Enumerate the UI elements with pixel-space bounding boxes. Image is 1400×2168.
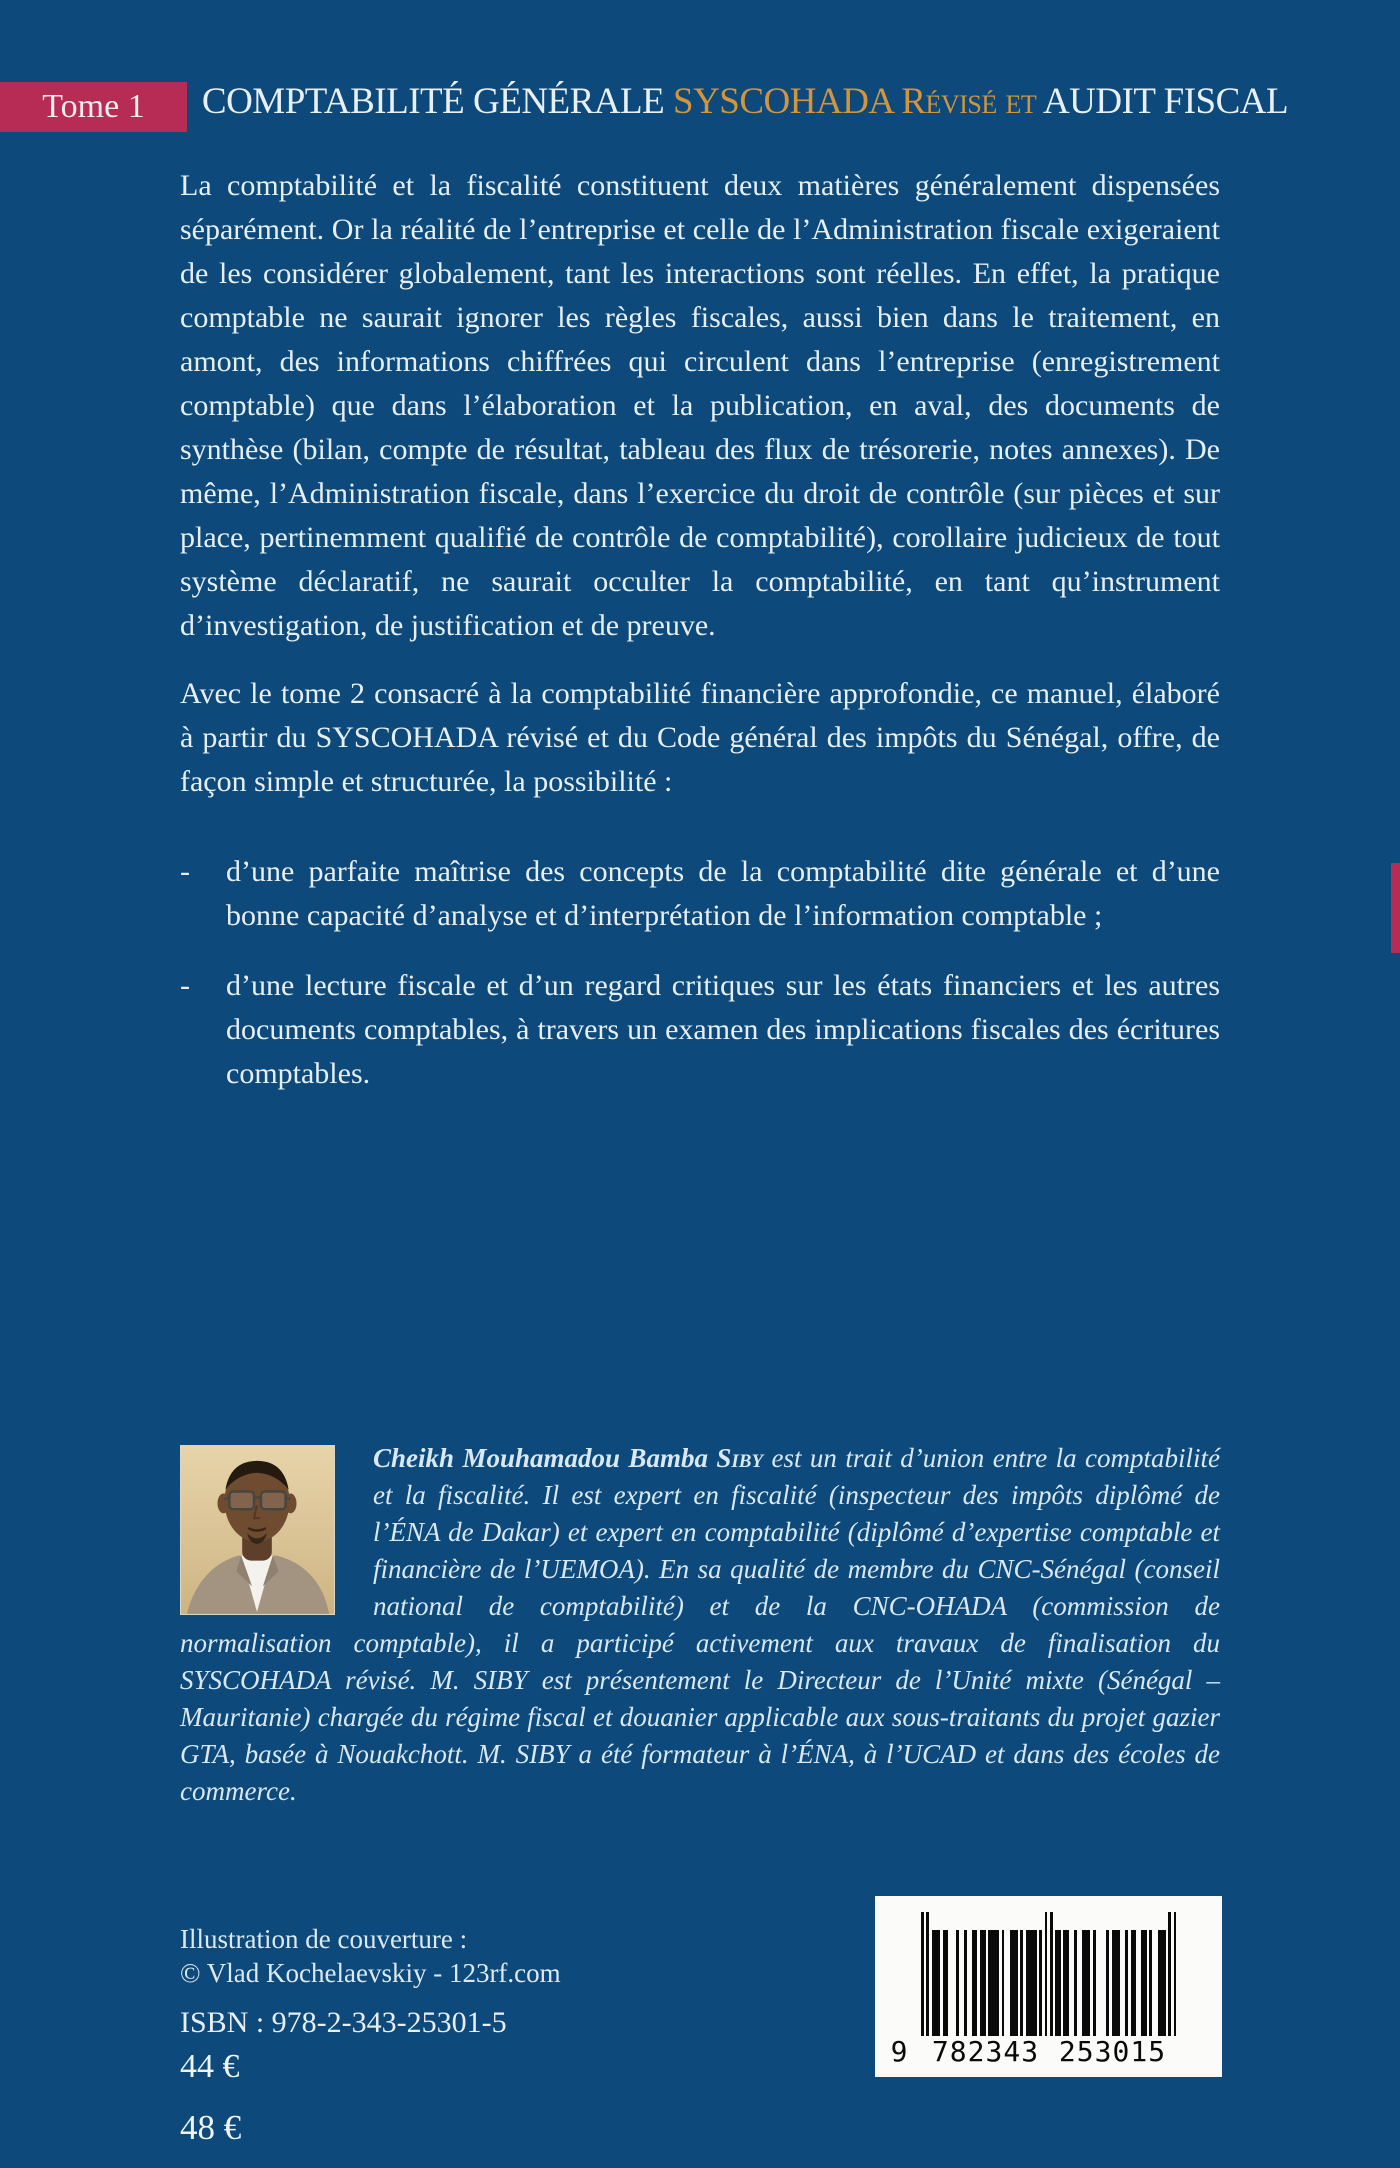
- synopsis-paragraph-1: La comptabilité et la fiscalité constituent deux matières généralement dispensées séparément. Or la réalité de l’entreprise et celle de l’Administration fiscale exigeraient de les considérer globalement, tant les interactions sont réelles. En effet, la pratique comptable ne saurait ignorer les règles fiscales, aussi bien dans le traitement, en amont, des informations chiffrées qui circulent dans l’entreprise (enregistrement comptable) que dans l’élaboration et la publication, en aval, des documents de synthèse (bilan, compte de résultat, tableau des flux de trésorerie, notes annexes). De même, l’Administration fiscale, dans l’exercice du droit de contrôle (sur pièces et sur place, pertinemment qualifié de contrôle de comptabilité), corollaire judicieux de tout système déclaratif, ne saurait occulter la comptabilité, en tant qu’instrument d’investigation, de justification et de preuve.: [180, 169, 1220, 642]
- barcode-digit-group1: 782343: [931, 2035, 1040, 2068]
- tome-badge-label: Tome 1: [42, 88, 145, 125]
- bullet-text: d’une parfaite maîtrise des concepts de la comptabilité dite générale et d’une bonne capacité d’analyse et d’interprétation de l’information comptable ;: [226, 855, 1220, 932]
- bullet-text: d’une lecture fiscale et d’un regard critiques sur les états financiers et les autres documents comptables, à travers un examen des implications fiscales des écritures comptables.: [226, 969, 1220, 1090]
- author-photo: [180, 1445, 335, 1615]
- isbn-text: ISBN : 978-2-343-25301-5: [180, 2006, 507, 2039]
- author-section: [180, 1440, 1220, 1810]
- barcode-bar-module: [1174, 1912, 1177, 2036]
- synopsis-paragraph-2: Avec le tome 2 consacré à la comptabilité financière approfondie, ce manuel, élaboré à partir du SYSCOHADA révisé et du Code général des impôts du Sénégal, offre, de façon simple et structurée, la possibilité :: [180, 677, 1220, 798]
- bullet-marker: -: [180, 855, 190, 888]
- bullet-marker: -: [180, 969, 190, 1002]
- barcode-digit-group2: 253015: [1058, 2035, 1167, 2068]
- title-segment-revise: Révisé et: [901, 81, 1037, 122]
- author-surname: Siby: [716, 1443, 764, 1473]
- illustration-credit-line2: © Vlad Kochelaevskiy - 123rf.com: [180, 1958, 561, 1988]
- barcode-bars: [921, 1912, 1176, 2042]
- price-primary: 44 €: [180, 2048, 240, 2085]
- bullet-item: [180, 850, 1220, 938]
- illustration-credit-line1: Illustration de couverture :: [180, 1924, 468, 1954]
- barcode: [875, 1896, 1222, 2077]
- title-segment-syscohada: SYSCOHADA: [673, 81, 893, 122]
- title-segment-comptabilite: COMPTABILITÉ GÉNÉRALE: [201, 81, 665, 122]
- synopsis-section: [180, 164, 1220, 1096]
- bullet-list: [180, 850, 1220, 1096]
- book-title: [190, 80, 1300, 123]
- barcode-digit-lead: 9: [890, 2035, 908, 2068]
- portrait-illustration: [181, 1446, 334, 1614]
- price-secondary: 48 €: [180, 2108, 242, 2147]
- author-name: Cheikh Mouhamadou Bamba Siby: [373, 1443, 764, 1473]
- barcode-digits: [875, 2035, 1222, 2069]
- author-bio-text: est un trait d’union entre la comptabilité et la fiscalité. Il est expert en fiscalité (inspecteur des impôts diplômé de l’ÉNA de Dakar) et expert en comptabilité (diplômé d’expertise comptable et financière de l’UEMOA). En sa qualité de membre du CNC-Sénégal (conseil national de comptabilité) et de la CNC-OHADA (commission de normalisation comptable), il a participé activement aux travaux de finalisation du SYSCOHADA révisé. M. SIBY est présentement le Directeur de l’Unité mixte (Sénégal – Mauritanie) chargée du régime fiscal et douanier applicable aux sous-traitants du projet gazier GTA, basée à Nouakchott. M. SIBY a été formateur à l’ÉNA, à l’UCAD et dans des écoles de commerce.: [180, 1443, 1220, 1806]
- bullet-item: [180, 964, 1220, 1096]
- front-cover-edge-strip: [1391, 863, 1400, 953]
- title-segment-audit-fiscal: AUDIT FISCAL: [1042, 81, 1289, 122]
- illustration-credit: [180, 1922, 561, 1990]
- tome-badge: [0, 82, 187, 132]
